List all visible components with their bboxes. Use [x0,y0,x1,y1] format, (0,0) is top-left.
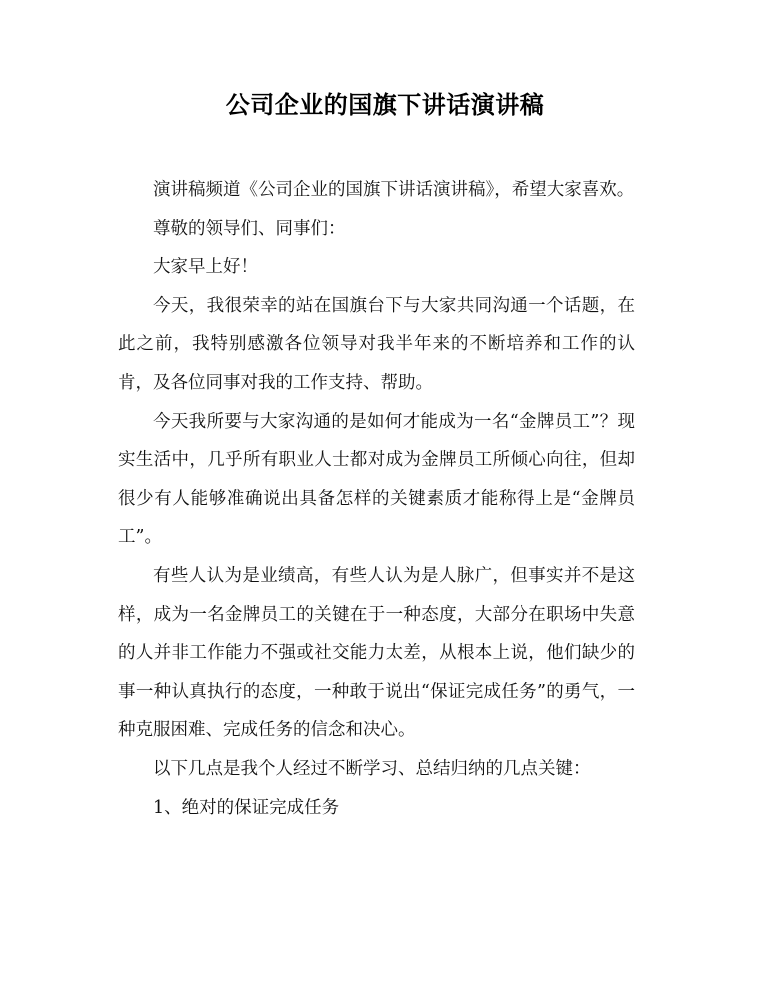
paragraph-salutation: 尊敬的领导们、同事们： [153,218,346,239]
paragraph-greeting: 大家早上好！ [153,257,258,278]
paragraph-point-1: 1、绝对的保证完成任务 [153,797,340,818]
paragraph-attitude: 有些人认为是业绩高，有些人认为是人脉广，但事实并不是这样，成为一名金牌员工的关键在于一种态度，大部分在职场中失意的人并非工作能力不强或社交能力太差，从根本上说，他们缺少的事一种认真执行的态度，一种敢于说出“保证完成任务”的勇气，一种克服困难、完成任务的信念和决心。 [118,565,635,741]
paragraph-topic: 今天我所要与大家沟通的是如何才能成为一名“金牌员工”？现实生活中，几乎所有职业人士都对成为金牌员工所倾心向往，但却很少有人能够准确说出具备怎样的关键素质才能称得上是“金牌员工”。 [118,411,635,548]
paragraph-opening: 今天，我很荣幸的站在国旗台下与大家共同沟通一个话题，在此之前，我特别感激各位领导对我半年来的不断培养和工作的认肯，及各位同事对我的工作支持、帮助。 [118,295,635,393]
document-body [118,171,635,827]
paragraph-intro: 演讲稿频道《公司企业的国旗下讲话演讲稿》，希望大家喜欢。 [153,180,635,200]
paragraph-key-points-intro: 以下几点是我个人经过不断学习、总结归纳的几点关键： [153,758,591,779]
document-title: 公司企业的国旗下讲话演讲稿 [225,91,545,119]
